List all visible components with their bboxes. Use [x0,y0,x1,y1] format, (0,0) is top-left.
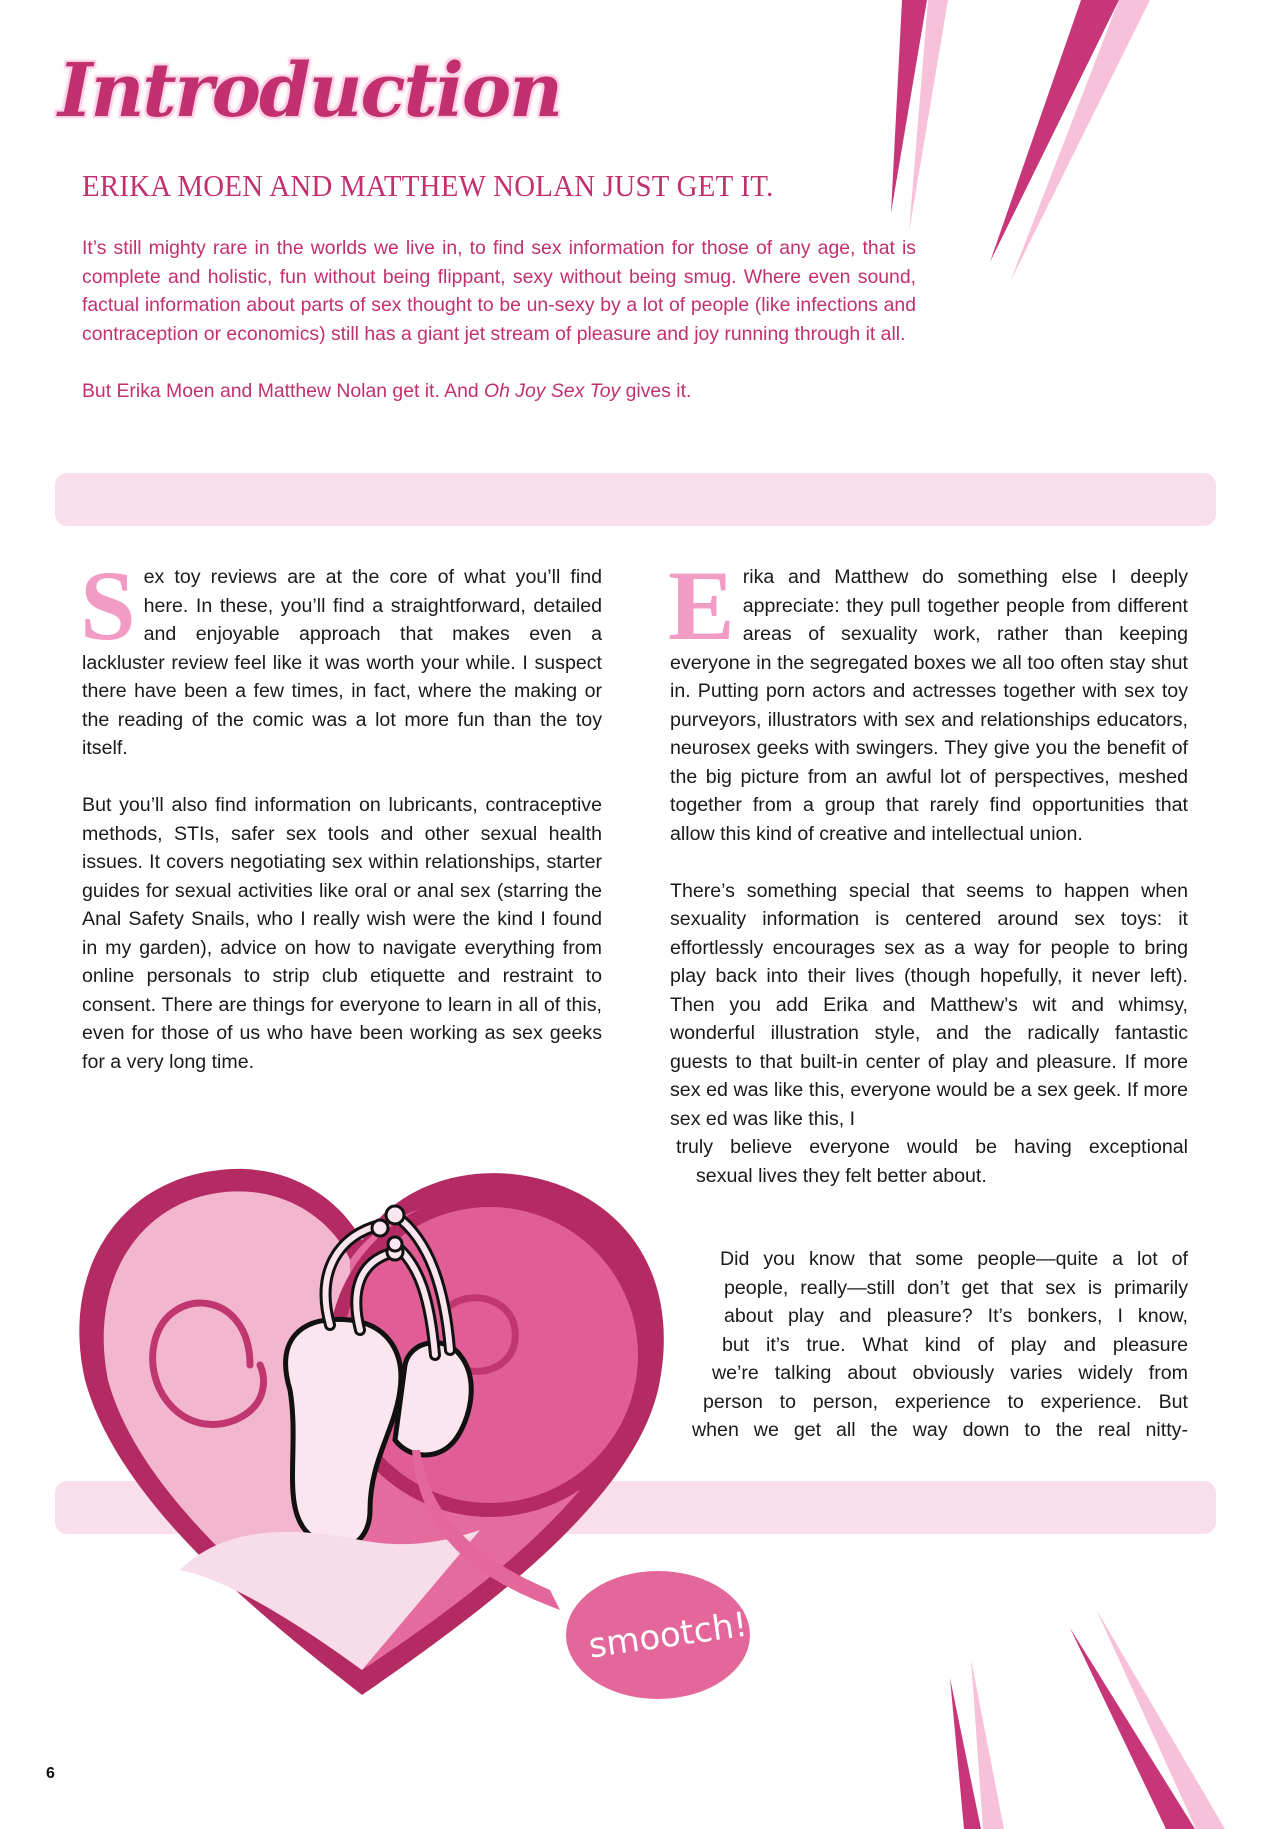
wrap-line: we’re talking about obviously varies widely from [712,1362,1188,1384]
spike-light-2 [1010,0,1150,282]
spike-dark-1 [891,0,927,213]
intro-paragraph-2 [82,377,916,406]
left-paragraph-1 [80,550,602,763]
right-column [668,550,1188,1190]
right-paragraph-1 [668,550,1188,848]
left-paragraph-1-text: ex toy reviews are at the core of what you’ll find here. In these, you’ll find a straightforward, detailed and enjoyable approach that makes even a lackluster review feel like it was worth your while. I suspect there have been a few times, in fact, where the making or the reading of the comic was a lot more fun than the toy itself. [82,566,602,759]
page-number: 6 [46,1765,55,1782]
spike-light-4 [1096,1609,1225,1829]
heart-snails-illustration [50,1140,790,1740]
antenna-tip [372,1220,388,1236]
right-paragraph-1-text: rika and Matthew do something else I deeply appreciate: they pull together people from different areas of sexuality work, rather than keeping everyone in the segregated boxes we all too often stay shut in. Putting porn actors and actresses together with sex toy purveyors, illustrators with sex and relationships educators, neurosex geeks with swingers. They give you the benefit of the big picture from an awful lot of perspectives, meshed together from a group that rarely find opportunities that allow this kind of creative and intellectual union. [670,566,1188,845]
wrap-line: Did you know that some people—quite a lot of [720,1248,1188,1270]
page-subtitle: ERIKA MOEN AND MATTHEW NOLAN JUST GET IT. [82,168,774,203]
right-paragraph-2-line2: truly believe everyone would be having exceptional [676,1136,1188,1158]
wrap-line: about play and pleasure? It’s bonkers, I know, [724,1305,1188,1327]
wrap-line: when we get all the way down to the real nitty- [692,1419,1188,1441]
right-paragraph-2-text: There’s something special that seems to happen when sexuality information is centered around sex toys: it effortlessly encourages sex as a way for people to bring play back into their lives (though hopefully, it never left). Then you add Erika and Matthew’s wit and whimsy, wonderful illustration style, and the radically fantastic guests to that built-in center of play and pleasure. If more sex ed was like this, everyone would be a sex geek. If more sex ed was like this, I [670,879,1188,1130]
book-title: Oh Joy Sex Toy [484,379,621,402]
intro-paragraph-1: It’s still mighty rare in the worlds we live in, to find sex information for those of any age, that is complete and holistic, fun without being flippant, sexy without being smug. Where even sound, factual information about parts of sex thought to be un-sexy by a lot of people (like infections and contraception or economics) still has a giant jet stream of pleasure and joy running through it all. [82,237,916,345]
spike-light-1 [909,0,948,232]
spike-dark-4 [1070,1628,1195,1829]
left-paragraph-2: But you’ll also find information on lubricants, contraceptive methods, STIs, safer sex tools and other sexual health issues. It covers negotiating sex within relationships, starter guides for sexual activities like oral or anal sex (starring the Anal Safety Snails, who I really wish were the kind I found in my garden), advice on how to navigate everything from online personals to strip club etiquette and restraint to consent. There are things for everyone to learn in all of this, even for those of us who have been working as sex geeks for a very long time. [82,794,602,1073]
wrap-line: person to person, experience to experience. But [703,1390,1188,1413]
dropcap-s: S [80,550,136,661]
pink-band-top [55,473,1216,526]
wrap-line: but it’s true. What kind of play and pleasure [722,1333,1188,1356]
right-paragraph-2-line3: sexual lives they felt better about. [696,1164,987,1187]
wrap-line: people, really—still don’t get that sex is primarily [724,1276,1188,1299]
left-column [80,550,602,1076]
intro-paragraph-2-end: gives it. [620,379,692,402]
spike-dark-3 [950,1678,981,1829]
dropcap-e: E [668,550,735,661]
intro-text [82,234,916,406]
spike-dark-2 [990,0,1119,262]
speech-bubble-text: smootch! [586,1604,750,1667]
intro-paragraph-2-start: But Erika Moen and Matthew Nolan get it. And [82,379,485,402]
spike-light-3 [971,1659,1004,1829]
page-title: Introduction [58,48,561,134]
antenna-tip [386,1206,404,1224]
antenna-tip [388,1237,402,1251]
